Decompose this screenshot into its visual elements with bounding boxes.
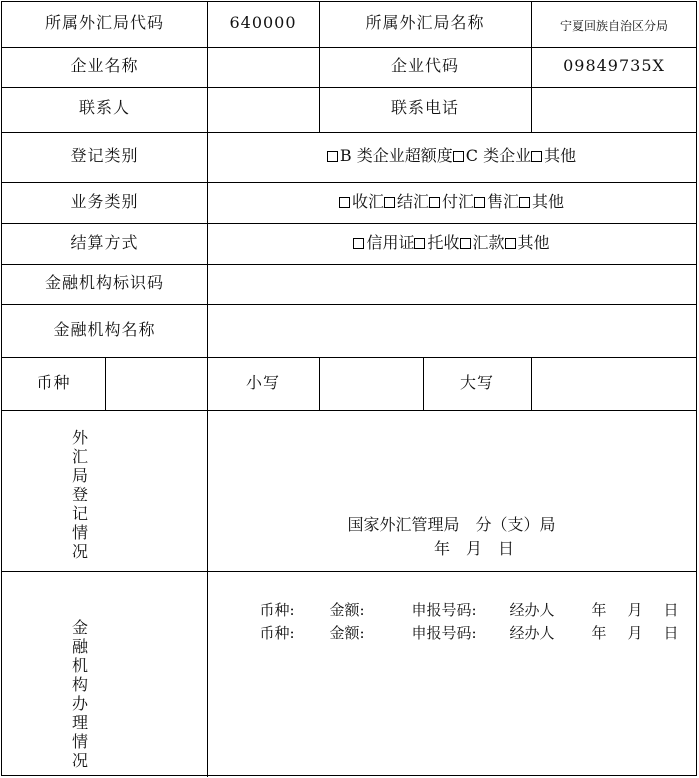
registration-option[interactable]: B 类企业超额度: [327, 146, 453, 166]
row-divider: [2, 410, 696, 411]
business-option[interactable]: 收汇: [339, 192, 384, 212]
record-year: 年: [591, 624, 607, 642]
record-year: 年: [591, 601, 607, 619]
company-code-label: 企业代码: [390, 56, 459, 75]
row-divider: [2, 182, 696, 183]
record-currency: 币种:: [259, 601, 295, 619]
institution-id-label: 金融机构标识码: [44, 273, 164, 292]
office-code-value: 640000: [229, 13, 297, 32]
business-option[interactable]: 售汇: [474, 192, 519, 212]
row-divider: [2, 132, 696, 133]
settlement-option[interactable]: 其他: [505, 233, 550, 253]
checkbox-icon[interactable]: [505, 238, 516, 249]
settlement-option[interactable]: 托收: [414, 233, 459, 253]
business-option[interactable]: 付汇: [429, 192, 474, 212]
row-divider: [2, 223, 696, 224]
office-code-label: 所属外汇局代码: [44, 13, 164, 32]
record-amount: 金额:: [329, 601, 365, 619]
business-type-label: 业务类别: [70, 192, 139, 211]
checkbox-icon[interactable]: [460, 238, 471, 249]
row-divider: [2, 47, 696, 48]
business-option[interactable]: 其他: [519, 192, 564, 212]
checkbox-icon[interactable]: [384, 197, 395, 208]
checkbox-icon[interactable]: [414, 238, 425, 249]
lowercase-amount-label: 小写: [245, 373, 280, 392]
record-month: 月: [627, 601, 643, 619]
row-divider: [2, 87, 696, 88]
record-day: 日: [663, 624, 679, 642]
registration-option[interactable]: C 类企业: [453, 146, 531, 166]
column-divider: [531, 357, 532, 410]
settlement-option[interactable]: 汇款: [460, 233, 505, 253]
record-day: 日: [663, 601, 679, 619]
settlement-option[interactable]: 信用证: [353, 233, 414, 253]
registration-type-options: [207, 146, 696, 166]
institution-handling-label: 金融机构办理情况: [71, 618, 88, 770]
forex-date-line: 年 月 日: [434, 539, 515, 558]
office-name-value: 宁夏回族自治区分局: [559, 19, 668, 33]
row-divider: [2, 357, 696, 358]
currency-label: 币种: [36, 373, 71, 392]
checkbox-icon[interactable]: [531, 151, 542, 162]
phone-label: 联系电话: [390, 98, 459, 117]
row-divider: [2, 264, 696, 265]
row-divider: [2, 571, 696, 572]
forex-registration-label: 外汇局登记情况: [71, 428, 88, 561]
settlement-method-options: [207, 233, 696, 253]
record-amount: 金额:: [329, 624, 365, 642]
contact-label: 联系人: [78, 98, 130, 117]
institution-name-label: 金融机构名称: [53, 320, 156, 339]
registration-type-label: 登记类别: [70, 146, 139, 165]
checkbox-icon[interactable]: [519, 197, 530, 208]
company-code-value: 09849735X: [563, 56, 665, 75]
record-handler: 经办人: [509, 624, 555, 642]
checkbox-icon[interactable]: [474, 197, 485, 208]
uppercase-amount-label: 大写: [459, 373, 494, 392]
record-currency: 币种:: [259, 624, 295, 642]
handling-record: [250, 605, 679, 643]
settlement-method-label: 结算方式: [70, 233, 139, 252]
record-report-number: 申报号码:: [411, 601, 477, 619]
row-divider: [2, 304, 696, 305]
column-divider: [105, 357, 106, 410]
forex-office-line: 国家外汇管理局 分（支）局: [347, 515, 556, 534]
record-handler: 经办人: [509, 601, 555, 619]
checkbox-icon[interactable]: [429, 197, 440, 208]
checkbox-icon[interactable]: [453, 151, 464, 162]
office-name-label: 所属外汇局名称: [365, 13, 485, 32]
registration-option[interactable]: 其他: [531, 146, 576, 166]
checkbox-icon[interactable]: [353, 238, 364, 249]
business-option[interactable]: 结汇: [384, 192, 429, 212]
record-month: 月: [627, 624, 643, 642]
checkbox-icon[interactable]: [327, 151, 338, 162]
column-divider: [319, 357, 320, 410]
checkbox-icon[interactable]: [339, 197, 350, 208]
record-report-number: 申报号码:: [411, 624, 477, 642]
business-type-options: [207, 192, 696, 212]
company-name-label: 企业名称: [70, 56, 139, 75]
